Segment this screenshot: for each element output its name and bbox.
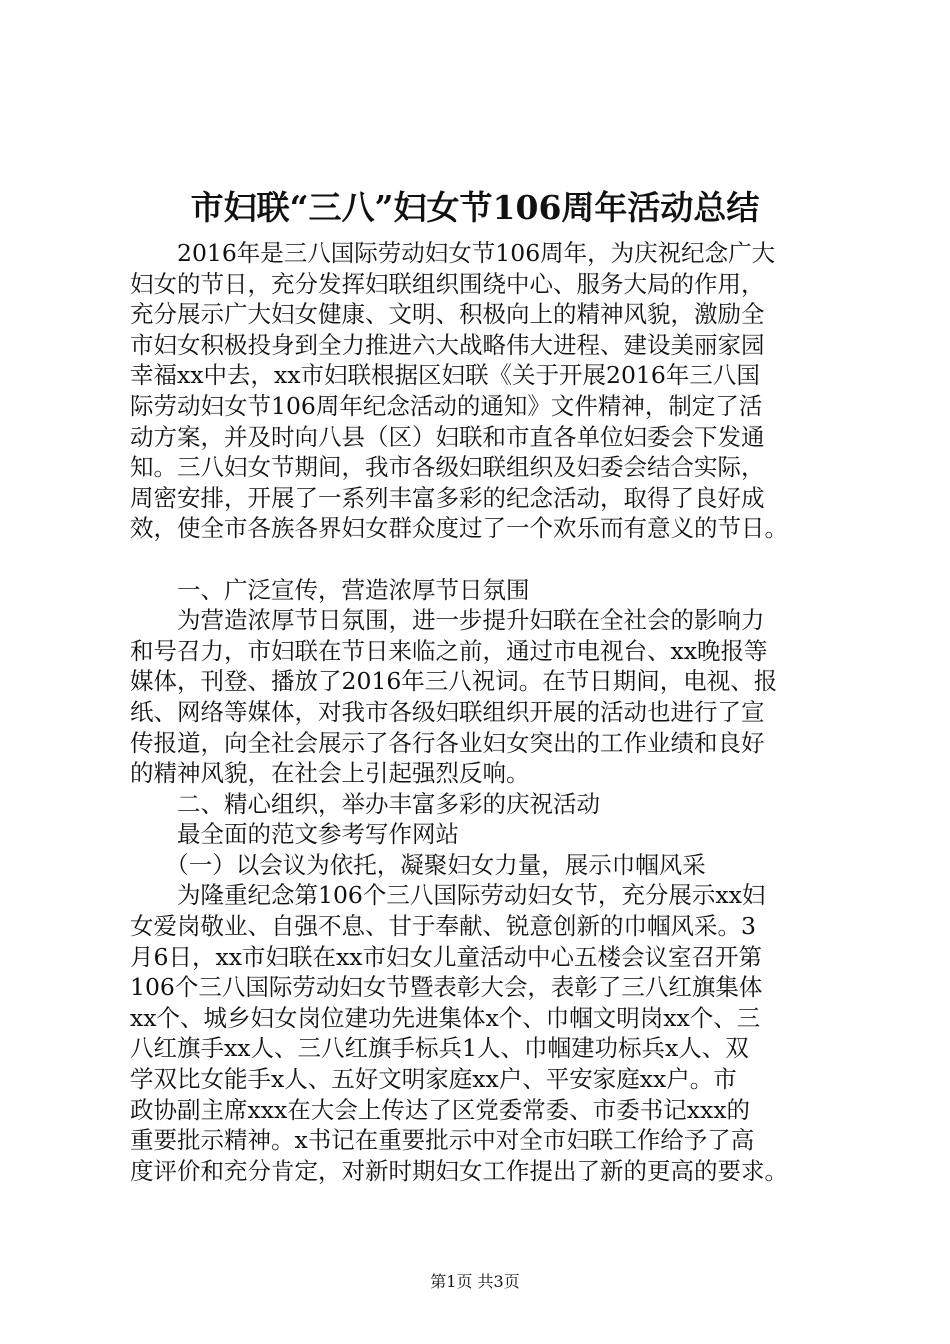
paragraph-gap xyxy=(130,544,830,575)
body-line: 知。三八妇女节期间，我市各级妇联组织及妇委会结合实际， xyxy=(130,453,765,482)
body-line: 学双比女能手x人、五好文明家庭xx户、平安家庭xx户。市 xyxy=(130,1065,737,1094)
body-line: 最全面的范文参考写作网站 xyxy=(130,820,459,849)
body-line: 媒体，刊登、播放了2016年三八祝词。在节日期间，电视、报 xyxy=(130,667,778,696)
body-line: 妇女的节日，充分发挥妇联组织围绕中心、服务大局的作用， xyxy=(130,269,765,298)
body-line: 2016年是三八国际劳动妇女节106周年，为庆祝纪念广大 xyxy=(130,239,776,267)
body-line: 106个三八国际劳动妇女节暨表彰大会，表彰了三八红旗集体 xyxy=(130,973,763,1002)
body-line: 的精神风貌，在社会上引起强烈反响。 xyxy=(130,759,530,788)
body-line: 动方案，并及时向八县（区）妇联和市直各单位妇委会下发通 xyxy=(130,422,765,451)
body-line: 充分展示广大妇女健康、文明、积极向上的精神风貌，激励全 xyxy=(130,300,765,329)
document-title: 市妇联“三八”妇女节106周年活动总结 xyxy=(190,188,760,227)
section-heading: 一、广泛宣传，营造浓厚节日氛围 xyxy=(130,575,530,604)
body-line: 效，使全市各族各界妇女群众度过了一个欢乐而有意义的节日。 xyxy=(130,514,788,543)
body-line: xx个、城乡妇女岗位建功先进集体x个、巾帼文明岗xx个、三 xyxy=(130,1003,761,1032)
body-line: 为隆重纪念第106个三八国际劳动妇女节，充分展示xx妇 xyxy=(130,881,766,910)
body-line: 和号召力，市妇联在节日来临之前，通过市电视台、xx晚报等 xyxy=(130,636,768,665)
body-line: 女爱岗敬业、自强不息、甘于奉献、锐意创新的巾帼风采。3 xyxy=(130,912,756,941)
body-line: 幸福xx中去，xx市妇联根据区妇联《关于开展2016年三八国 xyxy=(130,361,760,390)
body-line: 传报道，向全社会展示了各行各业妇女突出的工作业绩和良好 xyxy=(130,728,765,757)
section-heading: 二、精心组织，举办丰富多彩的庆祝活动 xyxy=(130,789,600,818)
body-line: 为营造浓厚节日氛围，进一步提升妇联在全社会的影响力 xyxy=(130,606,765,635)
body-line: 月6日，xx市妇联在xx市妇女儿童活动中心五楼会议室召开第 xyxy=(130,942,762,971)
document-body xyxy=(130,238,830,1186)
body-line: 度评价和充分肯定，对新时期妇女工作提出了新的更高的要求。 xyxy=(130,1156,788,1185)
body-line: 周密安排，开展了一系列丰富多彩的纪念活动，取得了良好成 xyxy=(130,483,765,512)
page-footer: 第1页 共3页 xyxy=(430,1272,520,1291)
body-line: 纸、网络等媒体，对我市各级妇联组织开展的活动也进行了宣 xyxy=(130,697,765,726)
body-line: 八红旗手xx人、三八红旗手标兵1人、巾帼建功标兵x人、双 xyxy=(130,1034,749,1063)
subsection-heading: （一）以会议为依托，凝聚妇女力量，展示巾帼风采 xyxy=(130,850,706,879)
body-line: 重要批示精神。x书记在重要批示中对全市妇联工作给予了高 xyxy=(130,1126,755,1155)
body-line: 市妇女积极投身到全力推进六大战略伟大进程、建设美丽家园 xyxy=(130,330,765,359)
body-line: 政协副主席xxx在大会上传达了区党委常委、市委书记xxx的 xyxy=(130,1095,751,1124)
body-line: 际劳动妇女节106周年纪念活动的通知》文件精神，制定了活 xyxy=(130,391,763,420)
